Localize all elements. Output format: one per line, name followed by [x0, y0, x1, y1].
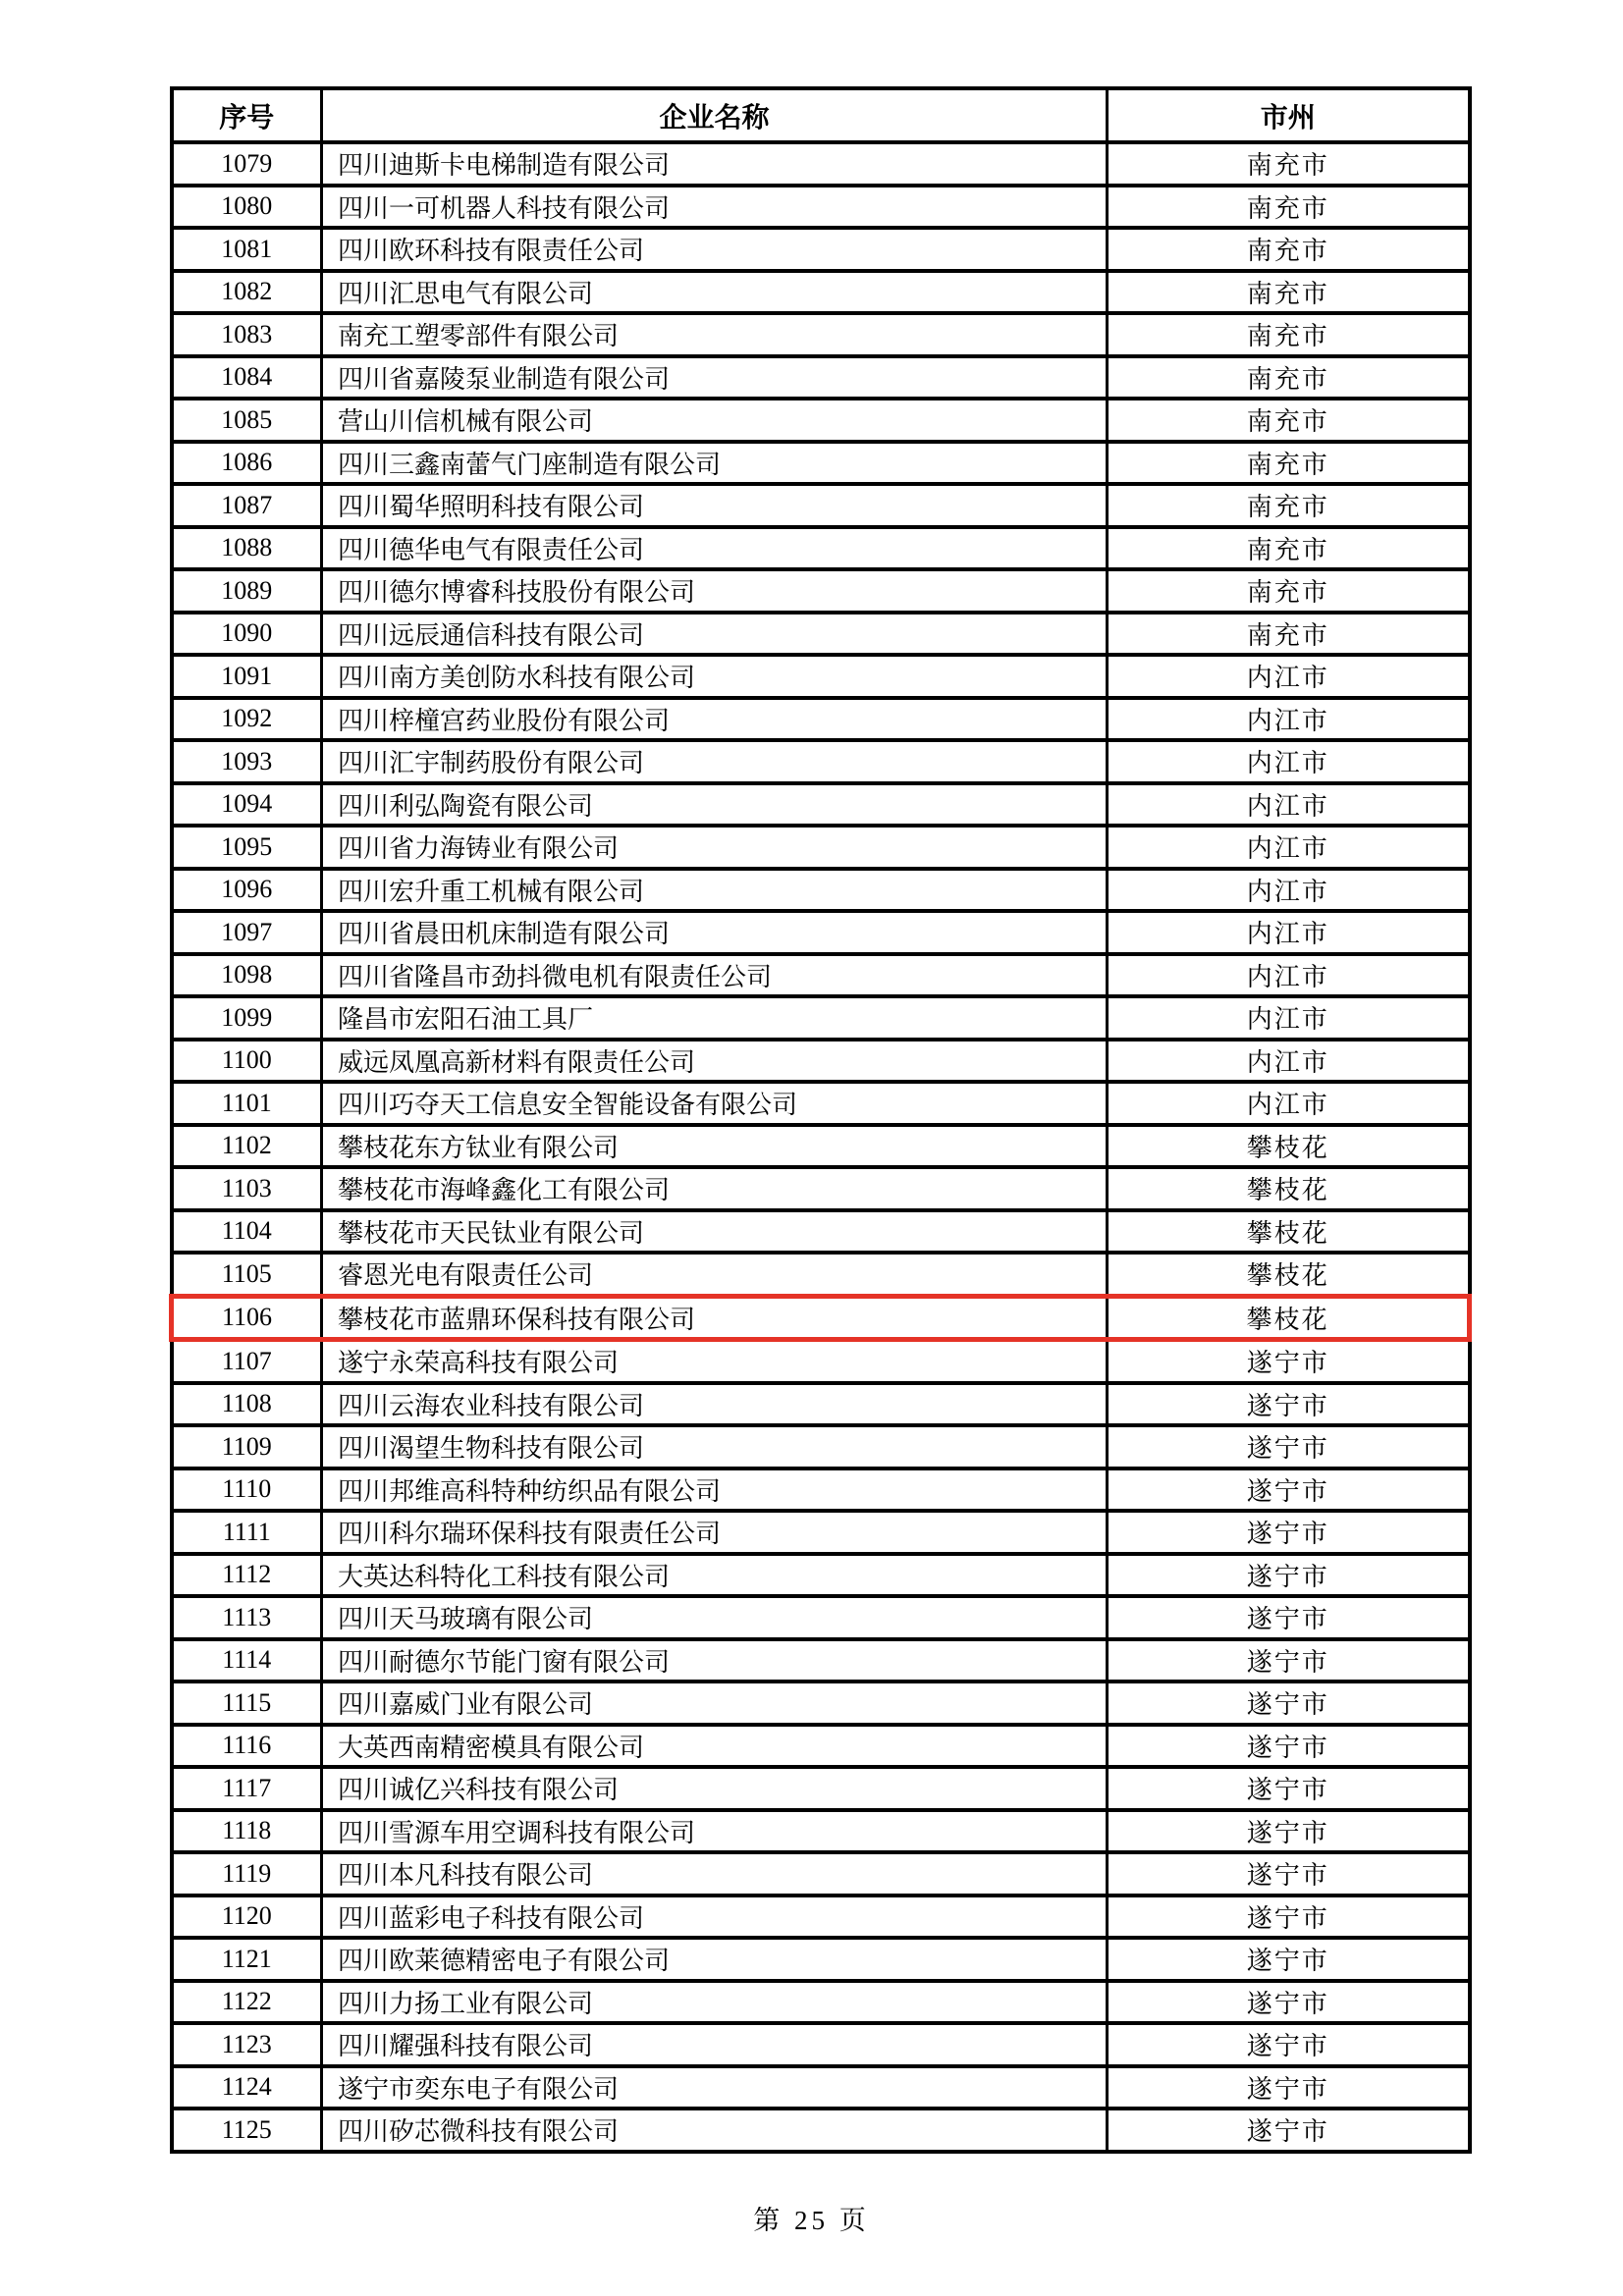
cell-serial: 1100	[172, 1040, 322, 1083]
cell-city: 南充市	[1108, 527, 1470, 570]
table-row	[172, 2023, 1470, 2066]
table-row	[172, 399, 1470, 442]
cell-city: 南充市	[1108, 356, 1470, 400]
cell-serial: 1119	[172, 1852, 322, 1896]
table-row	[172, 1511, 1470, 1554]
cell-serial: 1117	[172, 1767, 322, 1810]
table-row	[172, 442, 1470, 485]
table-row	[172, 2109, 1470, 2152]
cell-serial: 1106	[172, 1296, 322, 1340]
header-city: 市州	[1108, 88, 1470, 142]
cell-city: 南充市	[1108, 399, 1470, 442]
table-row	[172, 1596, 1470, 1639]
cell-serial: 1089	[172, 569, 322, 613]
table-row	[172, 698, 1470, 741]
table-row	[172, 1810, 1470, 1853]
cell-company-name: 四川三鑫南蕾气门座制造有限公司	[322, 442, 1108, 485]
cell-serial: 1094	[172, 783, 322, 827]
table-row	[172, 655, 1470, 698]
cell-city: 内江市	[1108, 869, 1470, 912]
table-row	[172, 826, 1470, 869]
table-header	[172, 88, 1470, 142]
table-row	[172, 1253, 1470, 1296]
table-row	[172, 1981, 1470, 2024]
cell-city: 南充市	[1108, 613, 1470, 656]
cell-city: 内江市	[1108, 826, 1470, 869]
cell-company-name: 营山川信机械有限公司	[322, 399, 1108, 442]
cell-serial: 1091	[172, 655, 322, 698]
cell-serial: 1102	[172, 1125, 322, 1168]
table-row	[172, 783, 1470, 827]
cell-serial: 1086	[172, 442, 322, 485]
cell-city: 遂宁市	[1108, 2109, 1470, 2152]
cell-company-name: 四川省嘉陵泵业制造有限公司	[322, 356, 1108, 400]
cell-company-name: 攀枝花市蓝鼎环保科技有限公司	[322, 1296, 1108, 1340]
cell-serial: 1092	[172, 698, 322, 741]
cell-city: 内江市	[1108, 996, 1470, 1040]
table-row	[172, 1938, 1470, 1981]
cell-company-name: 攀枝花市海峰鑫化工有限公司	[322, 1167, 1108, 1210]
cell-city: 攀枝花	[1108, 1210, 1470, 1254]
cell-company-name: 四川利弘陶瓷有限公司	[322, 783, 1108, 827]
cell-company-name: 四川耀强科技有限公司	[322, 2023, 1108, 2066]
cell-city: 遂宁市	[1108, 1852, 1470, 1896]
cell-city: 内江市	[1108, 911, 1470, 954]
cell-serial: 1085	[172, 399, 322, 442]
table-row	[172, 1767, 1470, 1810]
cell-serial: 1079	[172, 142, 322, 186]
table-row	[172, 1125, 1470, 1168]
cell-serial: 1110	[172, 1468, 322, 1512]
cell-company-name: 南充工塑零部件有限公司	[322, 313, 1108, 356]
cell-company-name: 四川蓝彩电子科技有限公司	[322, 1896, 1108, 1939]
table-row	[172, 1468, 1470, 1512]
cell-city: 遂宁市	[1108, 1554, 1470, 1597]
header-serial: 序号	[172, 88, 322, 142]
cell-serial: 1084	[172, 356, 322, 400]
table-row	[172, 1167, 1470, 1210]
cell-serial: 1101	[172, 1082, 322, 1125]
table-row	[172, 2066, 1470, 2109]
table-row	[172, 1383, 1470, 1426]
cell-serial: 1116	[172, 1725, 322, 1768]
cell-city: 遂宁市	[1108, 1425, 1470, 1468]
cell-serial: 1090	[172, 613, 322, 656]
table-row	[172, 1425, 1470, 1468]
table-row	[172, 1682, 1470, 1725]
cell-serial: 1082	[172, 271, 322, 314]
cell-company-name: 四川科尔瑞环保科技有限责任公司	[322, 1511, 1108, 1554]
cell-city: 遂宁市	[1108, 1725, 1470, 1768]
cell-serial: 1118	[172, 1810, 322, 1853]
table-row	[172, 186, 1470, 229]
cell-city: 南充市	[1108, 271, 1470, 314]
cell-city: 遂宁市	[1108, 1468, 1470, 1512]
cell-serial: 1125	[172, 2109, 322, 2152]
cell-company-name: 四川迪斯卡电梯制造有限公司	[322, 142, 1108, 186]
table-row	[172, 1082, 1470, 1125]
table-row	[172, 271, 1470, 314]
table-row	[172, 954, 1470, 997]
cell-city: 遂宁市	[1108, 2066, 1470, 2109]
cell-serial: 1088	[172, 527, 322, 570]
cell-company-name: 大英达科特化工科技有限公司	[322, 1554, 1108, 1597]
cell-company-name: 睿恩光电有限责任公司	[322, 1253, 1108, 1296]
cell-company-name: 遂宁永荣高科技有限公司	[322, 1340, 1108, 1383]
cell-company-name: 四川宏升重工机械有限公司	[322, 869, 1108, 912]
cell-city: 攀枝花	[1108, 1253, 1470, 1296]
cell-city: 攀枝花	[1108, 1167, 1470, 1210]
cell-city: 遂宁市	[1108, 1767, 1470, 1810]
cell-serial: 1121	[172, 1938, 322, 1981]
cell-company-name: 四川矽芯微科技有限公司	[322, 2109, 1108, 2152]
cell-serial: 1105	[172, 1253, 322, 1296]
cell-city: 遂宁市	[1108, 1682, 1470, 1725]
cell-city: 遂宁市	[1108, 1938, 1470, 1981]
cell-city: 遂宁市	[1108, 1639, 1470, 1682]
cell-company-name: 四川南方美创防水科技有限公司	[322, 655, 1108, 698]
cell-city: 南充市	[1108, 142, 1470, 186]
table-row	[172, 1725, 1470, 1768]
cell-serial: 1087	[172, 484, 322, 527]
cell-company-name: 隆昌市宏阳石油工具厂	[322, 996, 1108, 1040]
table-row	[172, 869, 1470, 912]
table-row	[172, 996, 1470, 1040]
cell-city: 遂宁市	[1108, 1596, 1470, 1639]
cell-serial: 1108	[172, 1383, 322, 1426]
cell-city: 遂宁市	[1108, 2023, 1470, 2066]
cell-city: 南充市	[1108, 228, 1470, 271]
cell-company-name: 四川本凡科技有限公司	[322, 1852, 1108, 1896]
cell-city: 内江市	[1108, 1082, 1470, 1125]
cell-city: 攀枝花	[1108, 1125, 1470, 1168]
cell-serial: 1093	[172, 740, 322, 783]
cell-company-name: 四川云海农业科技有限公司	[322, 1383, 1108, 1426]
cell-city: 内江市	[1108, 1040, 1470, 1083]
cell-city: 攀枝花	[1108, 1296, 1470, 1340]
cell-serial: 1115	[172, 1682, 322, 1725]
cell-company-name: 四川欧莱德精密电子有限公司	[322, 1938, 1108, 1981]
cell-company-name: 四川嘉威门业有限公司	[322, 1682, 1108, 1725]
page-number: 第 25 页	[753, 2206, 870, 2235]
cell-city: 南充市	[1108, 186, 1470, 229]
cell-company-name: 四川诚亿兴科技有限公司	[322, 1767, 1108, 1810]
cell-city: 内江市	[1108, 783, 1470, 827]
table-row	[172, 142, 1470, 186]
table-row	[172, 740, 1470, 783]
cell-serial: 1122	[172, 1981, 322, 2024]
cell-company-name: 四川省晨田机床制造有限公司	[322, 911, 1108, 954]
cell-company-name: 四川雪源车用空调科技有限公司	[322, 1810, 1108, 1853]
cell-serial: 1113	[172, 1596, 322, 1639]
highlighted-row	[172, 1296, 1470, 1340]
cell-serial: 1107	[172, 1340, 322, 1383]
cell-company-name: 大英西南精密模具有限公司	[322, 1725, 1108, 1768]
cell-company-name: 四川渴望生物科技有限公司	[322, 1425, 1108, 1468]
cell-serial: 1083	[172, 313, 322, 356]
cell-company-name: 四川省隆昌市劲抖微电机有限责任公司	[322, 954, 1108, 997]
cell-serial: 1096	[172, 869, 322, 912]
cell-city: 内江市	[1108, 740, 1470, 783]
cell-city: 内江市	[1108, 954, 1470, 997]
cell-company-name: 四川力扬工业有限公司	[322, 1981, 1108, 2024]
table-row	[172, 527, 1470, 570]
table-body	[172, 142, 1470, 2152]
cell-serial: 1081	[172, 228, 322, 271]
cell-serial: 1099	[172, 996, 322, 1040]
cell-city: 遂宁市	[1108, 1383, 1470, 1426]
table-row	[172, 1554, 1470, 1597]
cell-serial: 1103	[172, 1167, 322, 1210]
cell-serial: 1104	[172, 1210, 322, 1254]
cell-company-name: 四川耐德尔节能门窗有限公司	[322, 1639, 1108, 1682]
header-row	[172, 88, 1470, 142]
cell-city: 南充市	[1108, 313, 1470, 356]
cell-city: 遂宁市	[1108, 1340, 1470, 1383]
cell-company-name: 攀枝花市天民钛业有限公司	[322, 1210, 1108, 1254]
cell-company-name: 四川汇思电气有限公司	[322, 271, 1108, 314]
cell-serial: 1111	[172, 1511, 322, 1554]
cell-serial: 1097	[172, 911, 322, 954]
cell-city: 南充市	[1108, 569, 1470, 613]
cell-city: 遂宁市	[1108, 1896, 1470, 1939]
header-company-name: 企业名称	[322, 88, 1108, 142]
cell-serial: 1114	[172, 1639, 322, 1682]
table-row	[172, 911, 1470, 954]
table-row	[172, 1210, 1470, 1254]
cell-city: 内江市	[1108, 655, 1470, 698]
company-table	[169, 86, 1472, 2154]
cell-company-name: 四川蜀华照明科技有限公司	[322, 484, 1108, 527]
cell-serial: 1098	[172, 954, 322, 997]
cell-serial: 1112	[172, 1554, 322, 1597]
table-row	[172, 1852, 1470, 1896]
cell-company-name: 威远凤凰高新材料有限责任公司	[322, 1040, 1108, 1083]
cell-serial: 1124	[172, 2066, 322, 2109]
cell-company-name: 攀枝花东方钛业有限公司	[322, 1125, 1108, 1168]
table-row	[172, 1340, 1470, 1383]
cell-company-name: 四川欧环科技有限责任公司	[322, 228, 1108, 271]
cell-company-name: 四川一可机器人科技有限公司	[322, 186, 1108, 229]
cell-city: 遂宁市	[1108, 1810, 1470, 1853]
table-row	[172, 613, 1470, 656]
table-row	[172, 1639, 1470, 1682]
cell-city: 南充市	[1108, 484, 1470, 527]
table-row	[172, 356, 1470, 400]
cell-city: 遂宁市	[1108, 1511, 1470, 1554]
cell-serial: 1120	[172, 1896, 322, 1939]
table-row	[172, 313, 1470, 356]
table-row	[172, 1896, 1470, 1939]
cell-city: 遂宁市	[1108, 1981, 1470, 2024]
cell-serial: 1095	[172, 826, 322, 869]
table-row	[172, 484, 1470, 527]
cell-company-name: 四川远辰通信科技有限公司	[322, 613, 1108, 656]
cell-company-name: 四川德尔博睿科技股份有限公司	[322, 569, 1108, 613]
cell-company-name: 四川天马玻璃有限公司	[322, 1596, 1108, 1639]
cell-serial: 1123	[172, 2023, 322, 2066]
cell-company-name: 四川省力海铸业有限公司	[322, 826, 1108, 869]
cell-city: 内江市	[1108, 698, 1470, 741]
cell-company-name: 四川邦维高科特种纺织品有限公司	[322, 1468, 1108, 1512]
cell-serial: 1080	[172, 186, 322, 229]
cell-serial: 1109	[172, 1425, 322, 1468]
cell-company-name: 四川汇宇制药股份有限公司	[322, 740, 1108, 783]
table-row	[172, 569, 1470, 613]
cell-company-name: 四川德华电气有限责任公司	[322, 527, 1108, 570]
cell-company-name: 四川梓橦宫药业股份有限公司	[322, 698, 1108, 741]
cell-company-name: 遂宁市奕东电子有限公司	[322, 2066, 1108, 2109]
table-row	[172, 228, 1470, 271]
cell-company-name: 四川巧夺天工信息安全智能设备有限公司	[322, 1082, 1108, 1125]
cell-city: 南充市	[1108, 442, 1470, 485]
table-row	[172, 1040, 1470, 1083]
